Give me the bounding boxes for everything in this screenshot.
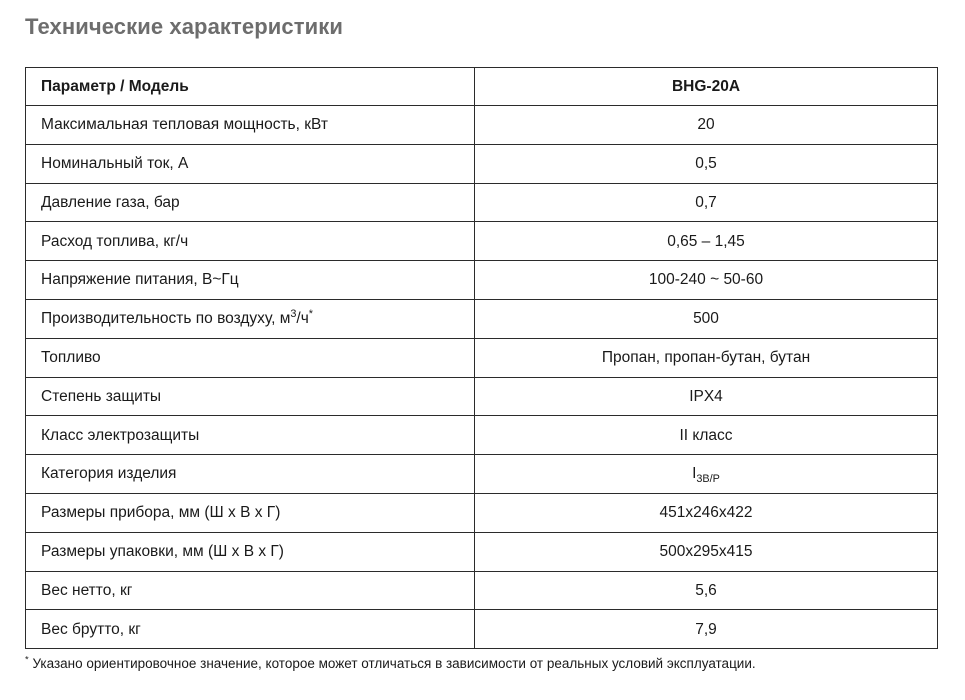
table-row: [26, 299, 938, 338]
value-cell: IPX4: [475, 377, 938, 416]
value-cell: Пропан, пропан-бутан, бутан: [475, 338, 938, 377]
param-cell: Топливо: [26, 338, 475, 377]
value-cell: [475, 455, 938, 494]
page-title: Технические характеристики: [25, 14, 343, 39]
table-row: [26, 338, 938, 377]
table-row: [26, 455, 938, 494]
footnote-mark: *: [308, 307, 314, 320]
param-cell: Класс электрозащиты: [26, 416, 475, 455]
param-text: Производительность по воздуху, м: [41, 310, 291, 328]
table-row: [26, 493, 938, 532]
category-main: I: [692, 465, 697, 483]
footnote-text: Указано ориентировочное значение, которое может отличаться в зависимости от реальных условий эксплуатации.: [28, 656, 756, 671]
param-cell: Расход топлива, кг/ч: [26, 222, 475, 261]
header-model-cell: BHG-20A: [475, 68, 938, 106]
param-unit: /ч: [296, 310, 309, 328]
param-cell: Максимальная тепловая мощность, кВт: [26, 106, 475, 145]
param-cell: [26, 299, 475, 338]
param-cell: Вес брутто, кг: [26, 610, 475, 649]
param-cell: Напряжение питания, В~Гц: [26, 261, 475, 300]
table-row: [26, 532, 938, 571]
value-cell: 7,9: [475, 610, 938, 649]
value-cell: 0,65 – 1,45: [475, 222, 938, 261]
value-cell: 0,7: [475, 183, 938, 222]
value-cell: II класс: [475, 416, 938, 455]
footnote: [25, 656, 756, 671]
category-subscript: 3B/P: [696, 473, 720, 486]
param-cell: Давление газа, бар: [26, 183, 475, 222]
table-row: [26, 377, 938, 416]
value-cell: 500: [475, 299, 938, 338]
footnote-mark: *: [25, 654, 29, 666]
table-row: [26, 144, 938, 183]
table-row: [26, 183, 938, 222]
value-cell: 0,5: [475, 144, 938, 183]
table-row: [26, 261, 938, 300]
value-cell: 20: [475, 106, 938, 145]
param-cell: Степень защиты: [26, 377, 475, 416]
value-cell: 100-240 ~ 50-60: [475, 261, 938, 300]
spec-table: [25, 67, 938, 649]
value-cell: 451x246x422: [475, 493, 938, 532]
table-row: [26, 610, 938, 649]
param-cell: Размеры прибора, мм (Ш x В x Г): [26, 493, 475, 532]
table-header-row: [26, 68, 938, 106]
param-cell: Размеры упаковки, мм (Ш x В x Г): [26, 532, 475, 571]
superscript-3: 3: [290, 307, 297, 320]
header-param-cell: Параметр / Модель: [26, 68, 475, 106]
value-cell: 500x295x415: [475, 532, 938, 571]
table-row: [26, 222, 938, 261]
param-cell: Категория изделия: [26, 455, 475, 494]
table-row: [26, 571, 938, 610]
param-cell: Вес нетто, кг: [26, 571, 475, 610]
param-cell: Номинальный ток, А: [26, 144, 475, 183]
table-row: [26, 106, 938, 145]
value-cell: 5,6: [475, 571, 938, 610]
table-row: [26, 416, 938, 455]
